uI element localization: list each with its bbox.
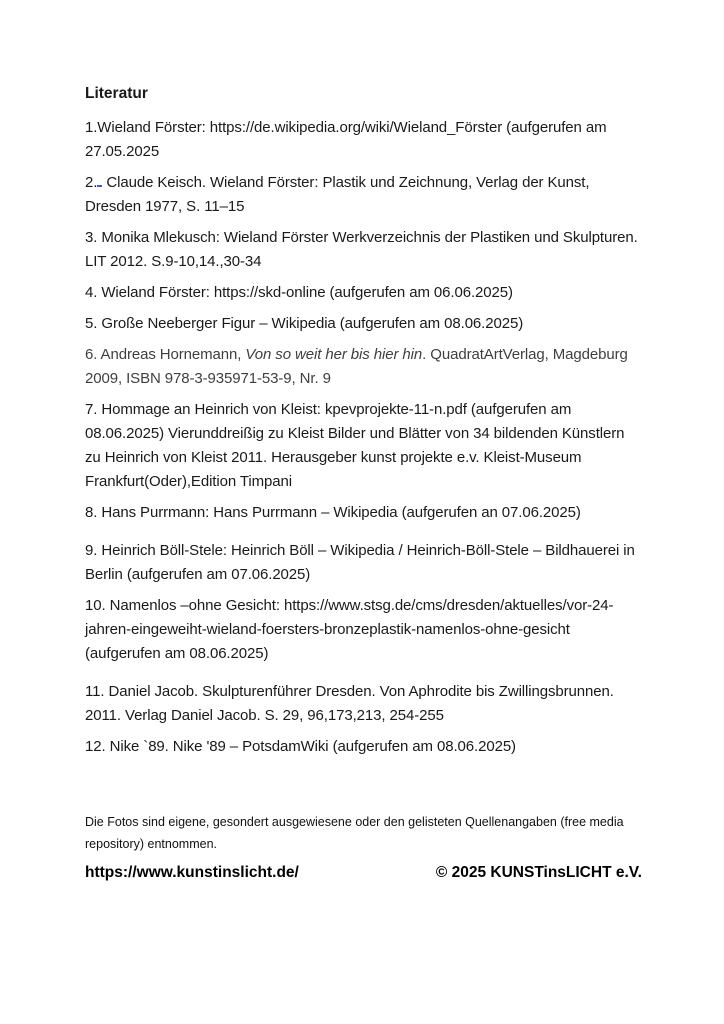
reference-12: 12. Nike `89. Nike '89 – PotsdamWiki (aufgerufen am 08.06.2025) (85, 738, 516, 755)
reference-5: 5. Große Neeberger Figur – Wikipedia (aufgerufen am 08.06.2025) (85, 315, 524, 332)
reference-6-lead: 6. Andreas Hornemann, (85, 346, 246, 363)
reference-8: 8. Hans Purrmann: Hans Purrmann – Wikipedia (aufgerufen an 07.06.2025) (85, 504, 581, 521)
reference-1: 1.Wieland Förster: https://de.wikipedia.org/wiki/Wieland_Förster (aufgerufen am 27.05.2025 (85, 119, 607, 160)
literature-heading: Literatur (85, 85, 148, 102)
footer-row (85, 864, 642, 882)
page-footer (85, 811, 642, 882)
grammar-check-mark (97, 173, 102, 187)
reference-2-text: Claude Keisch. Wieland Förster: Plastik und Zeichnung, Verlag der Kunst, Dresden 1977, S. 11–15 (85, 174, 590, 215)
reference-9: 9. Heinrich Böll-Stele: Heinrich Böll – Wikipedia / Heinrich-Böll-Stele – Bildhauerei in Berlin (aufgerufen am 07.06.2025) (85, 542, 635, 583)
reference-6 (85, 343, 642, 391)
reference-6-book-title: Von so weit her bis hier hin (245, 346, 423, 363)
reference-4: 4. Wieland Förster: https://skd-online (aufgerufen am 06.06.2025) (85, 284, 513, 301)
reference-7: 7. Hommage an Heinrich von Kleist: kpevprojekte-11-n.pdf (aufgerufen am 08.06.2025) Vierunddreißig zu Kleist Bilder und Blätter von 34 bildenden Künstlern zu Heinrich von Kleist 2011. Herausgeber kunst projekte e.v. Kleist-Museum Frankfurt(Oder),Edition Timpani (85, 401, 625, 490)
reference-11: 11. Daniel Jacob. Skulpturenführer Dresden. Von Aphrodite bis Zwillingsbrunnen. 2011. Verlag Daniel Jacob. S. 29, 96,173,213, 254-255 (85, 683, 614, 724)
photo-credit-note: Die Fotos sind eigene, gesondert ausgewiesene oder den gelisteten Quellenangaben (free media repository) entnommen. (85, 815, 624, 851)
reference-2-number: 2. (85, 174, 98, 191)
copyright-notice: © 2025 KUNSTinsLICHT e.V. (435, 864, 642, 881)
reference-6-tail: . QuadratArtVerlag, Magdeburg 2009, ISBN 978-3-935971-53-9, Nr. 9 (85, 346, 628, 387)
reference-3: 3. Monika Mlekusch: Wieland Förster Werkverzeichnis der Plastiken und Skulpturen. LIT 2012. S.9-10,14.,30-34 (85, 229, 638, 270)
reference-10: 10. Namenlos –ohne Gesicht: https://www.stsg.de/cms/dresden/aktuelles/vor-24-jahren-eingeweiht-wieland-foersters-bronzeplastik-namenlos-ohne-gesicht (aufgerufen am 08.06.2025) (85, 597, 614, 662)
site-url: https://www.kunstinslicht.de/ (85, 864, 299, 881)
reference-2 (85, 171, 642, 219)
